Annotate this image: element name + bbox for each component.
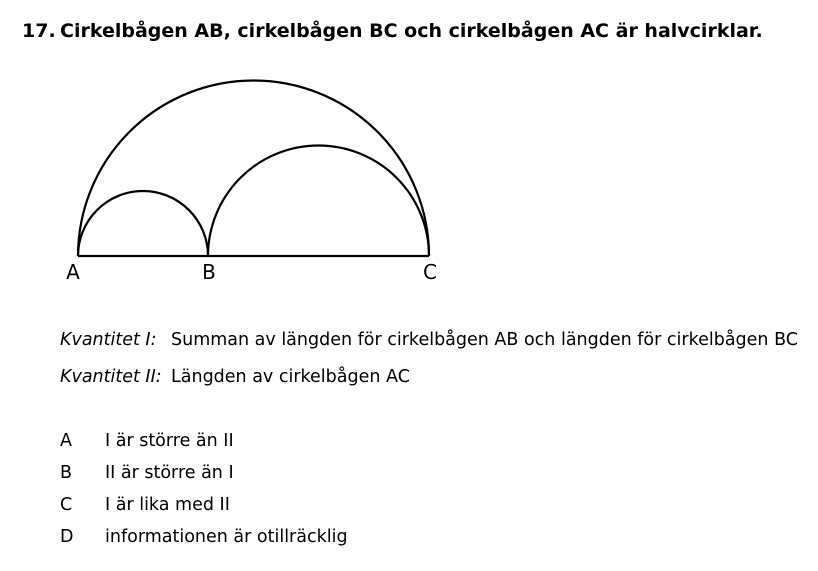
quantity-1 [60, 330, 798, 350]
question-number: 17. [22, 20, 56, 42]
quantity-1-label: Kvantitet I: [60, 330, 157, 350]
option-d-text: informationen är otillräcklig [105, 527, 348, 547]
arc-bc [208, 146, 429, 256]
option-b[interactable] [60, 463, 234, 483]
point-b-label: B [202, 260, 216, 284]
option-b-letter: B [60, 463, 73, 483]
option-b-text: II är större än I [105, 463, 234, 483]
option-c-text: I är lika med II [105, 495, 230, 515]
quantity-2-label: Kvantitet II: [60, 367, 162, 387]
option-d-letter: D [60, 527, 74, 547]
option-c-letter: C [60, 495, 73, 515]
point-c-label: C [423, 260, 437, 284]
option-a-text: I är större än II [105, 431, 234, 451]
arc-ac [78, 81, 429, 257]
point-a-label: A [66, 260, 80, 284]
quantity-2-text: Längden av cirkelbågen AC [171, 367, 410, 387]
arc-ab [78, 191, 208, 256]
question-text: Cirkelbågen AB, cirkelbågen BC och cirkelbågen AC är halvcirklar. [60, 20, 763, 42]
option-d[interactable] [60, 527, 348, 547]
option-c[interactable] [60, 495, 230, 515]
quantity-2 [60, 367, 410, 387]
option-a[interactable] [60, 431, 234, 451]
option-a-letter: A [60, 431, 72, 451]
quantity-1-text: Summan av längden för cirkelbågen AB och längden för cirkelbågen BC [171, 330, 798, 350]
